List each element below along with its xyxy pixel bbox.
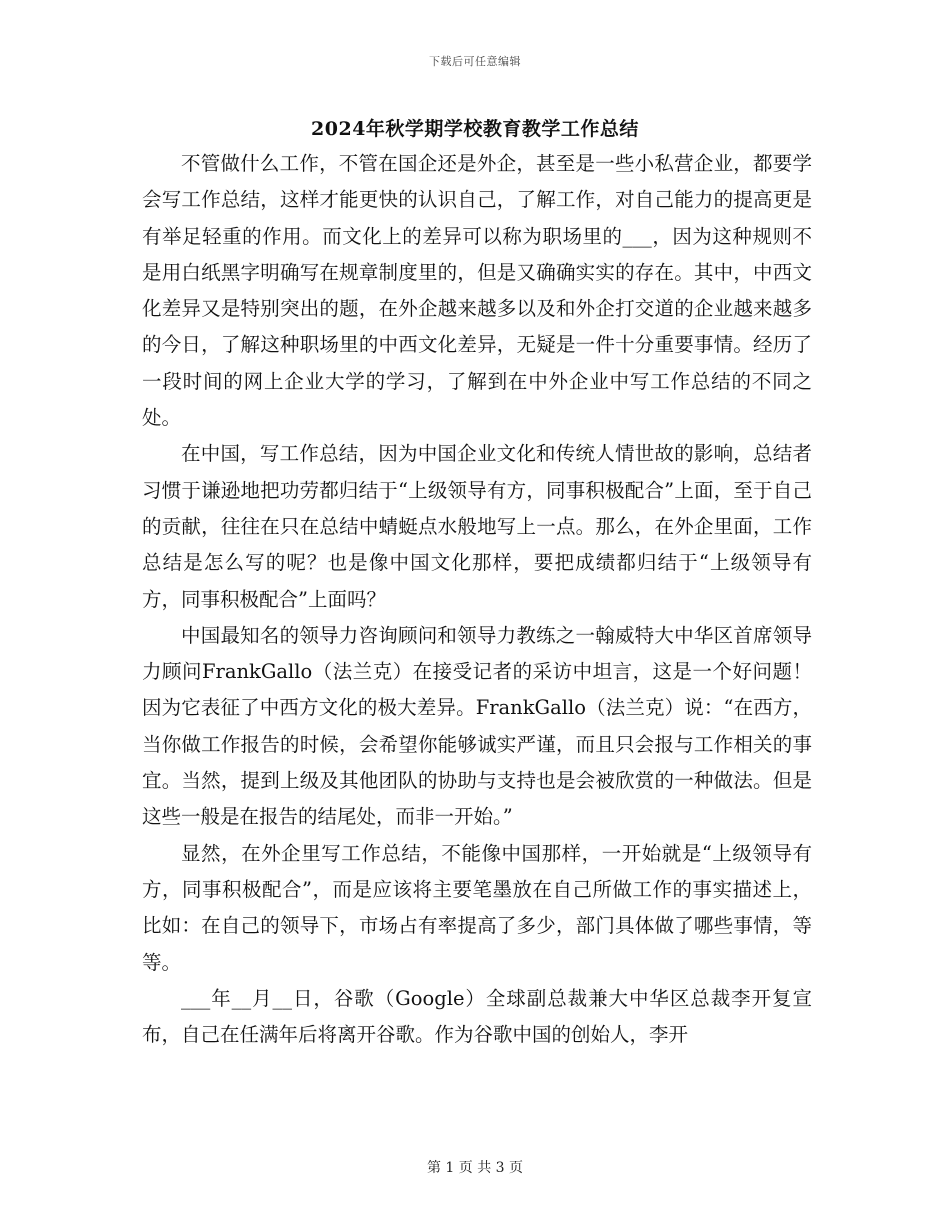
paragraph-2: 在中国，写工作总结，因为中国企业文化和传统人情世故的影响，总结者习惯于谦逊地把功劳都归结于“上级领导有方，同事积极配合”上面，至于自己的贡献，往往在只在总结中蜻蜓点水般地写上一点。那么，在外企里面，工作总结是怎么写的呢？也是像中国文化那样，要把成绩都归结于“上级领导有方，同事积极配合”上面吗？ (142, 442, 812, 611)
paragraph-1: 不管做什么工作，不管在国企还是外企，甚至是一些小私营企业，都要学会写工作总结，这样才能更快的认识自己，了解工作，对自己能力的提高更是有举足轻重的作用。而文化上的差异可以称为职场里的___，因为这种规则不是用白纸黑字明确写在规章制度里的，但是又确确实实的存在。其中，中西文化差异又是特别突出的题，在外企越来越多以及和外企打交道的企业越来越多的今日，了解这种职场里的中西文化差异，无疑是一件十分重要事情。经历了一段时间的网上企业大学的学习，了解到在中外企业中写工作总结的不同之处。 (142, 152, 812, 430)
paragraph-5: ___年__月__日，谷歌（Google）全球副总裁兼大中华区总裁李开复宣布，自己在任满年后将离开谷歌。作为谷歌中国的创始人，李开 (142, 986, 812, 1047)
paragraph-3: 中国最知名的领导力咨询顾问和领导力教练之一翰威特大中华区首席领导力顾问FrankGallo（法兰克）在接受记者的采访中坦言，这是一个好问题！因为它表征了中西方文化的极大差异。FrankGallo（法兰克）说：“在西方，当你做工作报告的时候，会希望你能够诚实严谨，而且只会报与工作相关的事宜。当然，提到上级及其他团队的协助与支持也是会被欣赏的一种做法。但是这些一般是在报告的结尾处，而非一开始。” (142, 623, 812, 829)
document-title: 2024年秋学期学校教育教学工作总结 (311, 118, 639, 140)
paragraph-4: 显然，在外企里写工作总结，不能像中国那样，一开始就是“上级领导有方，同事积极配合”，而是应该将主要笔墨放在自己所做工作的事实描述上，比如：在自己的领导下，市场占有率提高了多少，部门具体做了哪些事情，等等。 (142, 841, 812, 974)
document-body (142, 146, 812, 1053)
header-note: 下载后可任意编辑 (429, 55, 521, 68)
page-number: 第 1 页 共 3 页 (426, 1160, 524, 1176)
